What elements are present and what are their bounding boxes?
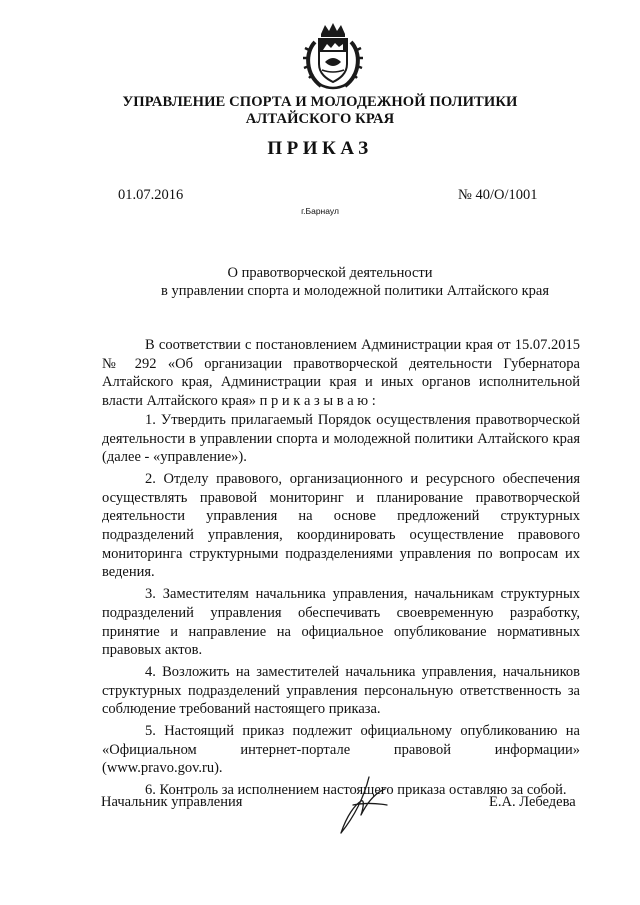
signatory-title: Начальник управления <box>101 794 243 810</box>
order-item-4: 4. Возложить на заместителей начальника управления, начальников структурных подразделений управления персональную ответственность за соблюдение требований настоящего приказа. <box>102 663 580 718</box>
order-item-2: 2. Отделу правового, организационного и ресурсного обеспечения осуществлять правовой мониторинг и планирование правотворческой деятельности управления на основе предложений структурных подразделений управления, координировать осуществление правового мониторинга структурными подразделениями управления по вопросам их ведения. <box>102 470 580 581</box>
document-subject-line2: в управлении спорта и молодежной политики Алтайского края <box>160 283 549 299</box>
organization-name-line2: АЛТАЙСКОГО КРАЯ <box>245 111 395 127</box>
document-date: 01.07.2016 <box>118 187 184 203</box>
organization-name-line1: УПРАВЛЕНИЕ СПОРТА И МОЛОДЕЖНОЙ ПОЛИТИКИ <box>122 94 518 110</box>
order-item-1: 1. Утвердить прилагаемый Порядок осуществления правотворческой деятельности в управлении спорта и молодежной политики Алтайского края (далее - «управление»). <box>102 411 580 466</box>
order-item-3: 3. Заместителям начальника управления, начальникам структурных подразделений управления обеспечивать своевременную разработку, принятие и направление на официальное опубликование нормативных правовых актов. <box>102 586 580 659</box>
document-body <box>102 336 580 800</box>
handwritten-signature-icon <box>335 775 395 837</box>
document-subject-line1: О правотворческой деятельности <box>227 265 433 281</box>
document-city: г.Барнаул <box>301 206 339 216</box>
body-preamble: В соответствии с постановлением Администрации края от 15.07.2015 № 292 «Об организации правотворческой деятельности Губернатора Алтайского края, Администрации края и иных органов исполнительной власти Алтайского края» п р и к а з ы в а ю : <box>102 337 580 410</box>
order-item-6: 6. Контроль за исполнением настоящего приказа оставляю за собой. <box>145 782 567 799</box>
document-number: № 40/О/1001 <box>458 187 538 203</box>
coat-of-arms-icon <box>301 22 365 92</box>
signatory-name: Е.А. Лебедева <box>489 794 576 810</box>
document-type-title: ПРИКАЗ <box>267 138 373 159</box>
order-item-5: 5. Настоящий приказ подлежит официальному опубликованию на «Официальном интернет-портале правовой информации» (www.pravo.gov.ru). <box>102 723 580 777</box>
